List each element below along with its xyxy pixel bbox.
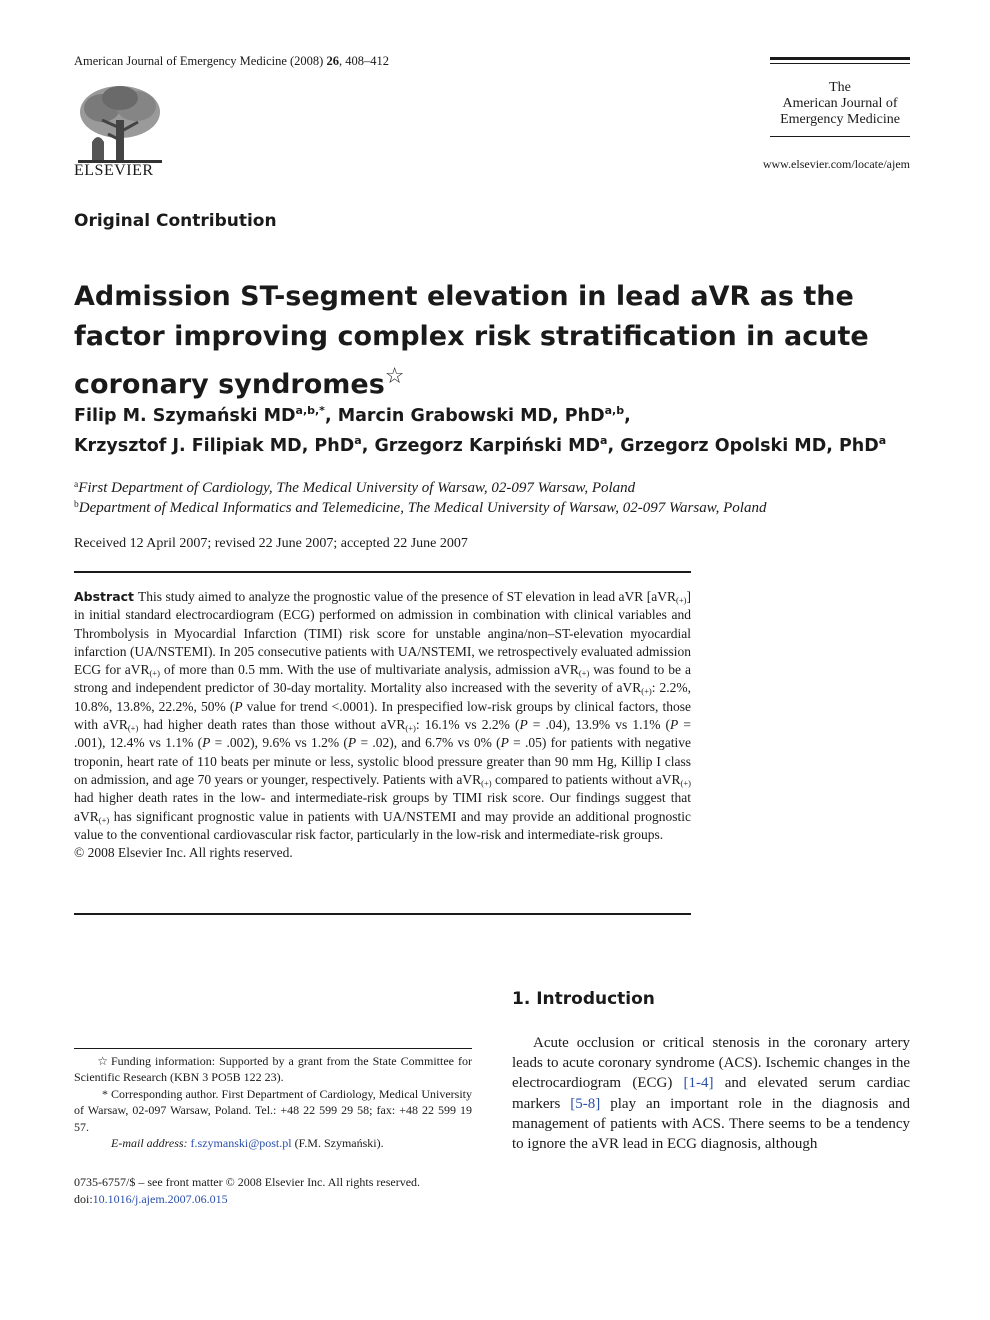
journal-brand-line: American Journal of [782,96,898,111]
affiliations [74,478,934,518]
email-link[interactable]: f.szymanski@post.pl [190,1136,292,1151]
doi-link[interactable]: 10.1016/j.ajem.2007.06.015 [92,1192,228,1206]
reference-link[interactable]: [5-8] [570,1095,601,1112]
footnote-rule [74,1048,472,1049]
abstract-label: Abstract [74,589,135,604]
reference-link[interactable]: [1-4] [683,1075,714,1092]
header-rule [770,136,910,137]
author[interactable]: Grzegorz Opolski MD, PhD$^a$ [620,434,887,456]
funding-footnote: ☆ Funding information: Supported by a grant from the State Committee for Scientific Research (KBN 3 PO5B 122 23). [74,1054,472,1085]
journal-brand [770,80,910,128]
front-matter [74,1174,474,1208]
author[interactable]: Marcin Grabowski MD, PhD$^{a,b}$, [337,404,631,426]
author[interactable]: Krzysztof J. Filipiak MD, PhD$^a$, [74,434,375,456]
article-title [74,277,874,405]
introduction-paragraph: Acute occlusion or critical stenosis in the coronary artery leads to acute coronary syndrome (ACS). Ischemic changes in the electrocardiogram (ECG) [1-4] and elevated serum cardiac markers [5-8] play an important role in the diagnosis and management of patients with ACS. There seems to be a tendency to ignore the aVR lead in ECG diagnosis, although [512,1035,911,1153]
affiliation: $^a$First Department of Cardiology, The Medical University of Warsaw, 02-097 Warsaw, Poland [74,480,636,496]
issn-line: 0735-6757/$ – see front matter © 2008 Elsevier Inc. All rights reserved. [74,1175,421,1189]
abstract-rule [74,571,691,573]
affiliation: $^b$Department of Medical Informatics and Telemedicine, The Medical University of Warsaw, 02-097 Warsaw, Poland [74,500,767,516]
copyright: © 2008 Elsevier Inc. All rights reserved. [74,845,293,861]
author[interactable]: Filip M. Szymański $MD^{a,b,*}$, [74,404,338,426]
author[interactable]: Grzegorz Karpiński $MD^a$, [374,434,621,456]
abstract: Abstract This study aimed to analyze the prognostic value of the presence of ST elevation in lead aVR [aVR$_{(+)}$] in initial standard electrocardiogram (ECG) performed on admission in combination with clinical variables and Thrombolysis in Myocardial Infarction (TIMI) risk score for unstable angina/non–ST-elevation myocardial infarction (UA/NSTEMI). In 205 consecutive patients with UA/NSTEMI, we retrospectively evaluated admission ECG for aVR$_{(+)}$ of more than 0.5 mm. With the use of multivariate analysis, admission aVR$_{(+)}$ was found to be a strong and independent predictor of 30-day mortality. Mortality also increased with the severity of aVR$_{(+)}$: 2.2%, 10.8%, 13.8%, 22.2%, 50% (P value for trend <.0001). In prespecified low-risk groups by clinical factors, those with aVR$_{(+)}$ had higher death rates than those without aVR$_{(+)}$: 16.1% vs 2.2% (P = .04), 13.9% vs 1.1% (P = .001), 12.4% vs 1.1% (P = .002), 9.6% vs 1.2% (P = .02), and 6.7% vs 0% (P = .05) for patients with negative troponin, heart rate of 110 beats per minute or less, systolic blood pressure greater than 90 mm Hg, Killip I class on admission, and age 70 years or younger, respectively. Patients with aVR$_{(+)}$ compared to patients without aVR$_{(+)}$ had higher death rates in the low- and intermediate-risk groups by TIMI risk score. Our findings suggest that aVR$_{(+)}$ has significant prognostic value in patients with UA/NSTEMI and may provide an additional prognostic value to the conventional cardiovascular risk factor, particularly in the low-risk and intermediate-risk groups. © 2008 Elsevier Inc. All rights reserved. [74,589,692,861]
corresponding-footnote: * Corresponding author. First Department of Cardiology, Medical University of Warsaw, 02-097 Warsaw, Poland. Tel.: +48 22 599 29 58; fax: +48 22 599 19 57. [74,1086,472,1134]
title-text: Admission ST-segment elevation in lead aVR as the factor improving complex risk stratification in acute coronary syndromes [74,281,869,400]
doi-line: doi:10.1016/j.ajem.2007.06.015 [74,1192,228,1206]
article-type: Original Contribution [74,211,277,231]
header-rule [770,57,910,60]
header-rule [770,63,910,64]
email-footnote: E-mail address: f.szymanski@post.pl (F.M. Szymański). [111,1136,384,1151]
star-footnote-marker[interactable]: ☆ [384,364,405,389]
volume-number: 26 [326,54,339,68]
journal-brand-line: Emergency Medicine [780,112,900,127]
journal-citation: American Journal of Emergency Medicine (2008) 26, 408–412 [74,54,389,68]
abstract-rule [74,913,691,915]
journal-url-link[interactable]: www.elsevier.com/locate/ajem [762,157,910,171]
author-list [74,401,934,461]
footnotes [74,1053,472,1151]
publisher-wordmark: ELSEVIER [74,162,154,179]
article-history: Received 12 April 2007; revised 22 June 2007; accepted 22 June 2007 [74,536,468,551]
journal-brand-line: The [829,80,851,95]
section-heading: 1. Introduction [512,989,655,1009]
